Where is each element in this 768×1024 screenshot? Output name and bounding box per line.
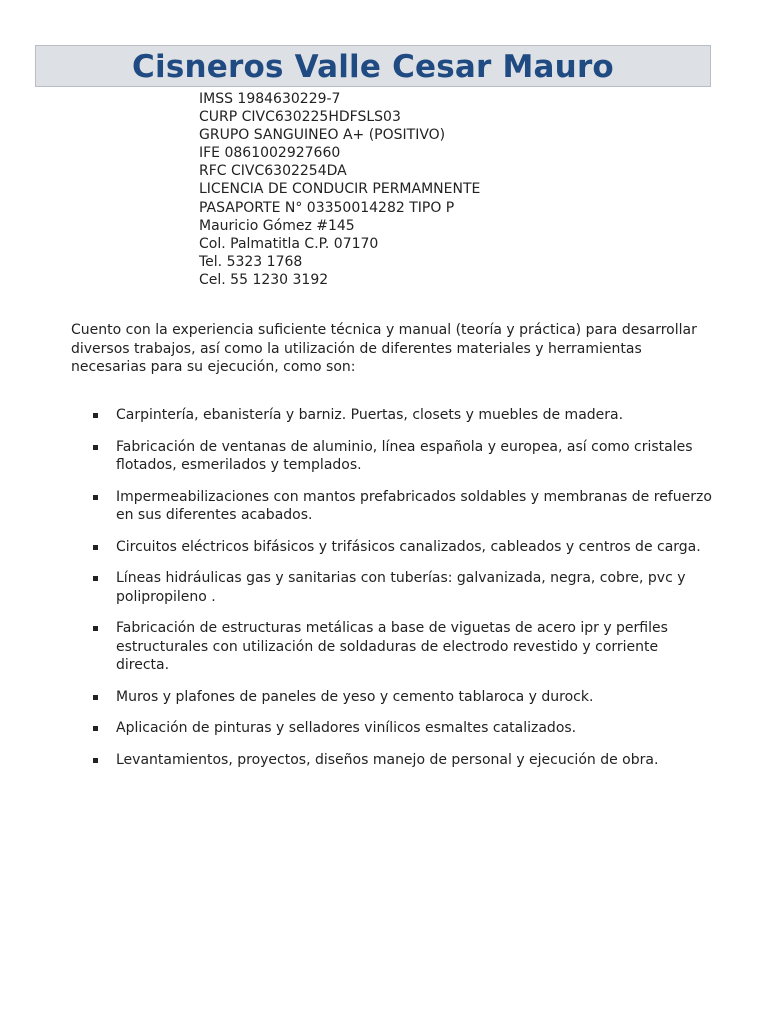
list-item bbox=[93, 688, 713, 707]
info-address-colony: Col. Palmatitla C.P. 07170 bbox=[199, 235, 379, 252]
square-bullet-icon bbox=[93, 445, 98, 450]
square-bullet-icon bbox=[93, 695, 98, 700]
list-item bbox=[93, 538, 713, 557]
square-bullet-icon bbox=[93, 726, 98, 731]
skills-list bbox=[93, 406, 713, 782]
list-item bbox=[93, 569, 713, 606]
info-imss: IMSS 1984630229-7 bbox=[199, 91, 341, 107]
info-rfc: RFC CIVC6302254DA bbox=[199, 163, 347, 180]
info-passport: PASAPORTE N° 03350014282 TIPO P bbox=[199, 199, 455, 216]
skill-text: Fabricación de ventanas de aluminio, línea española y europea, así como cristales flotados, esmerilados y templados. bbox=[116, 438, 693, 473]
list-item bbox=[93, 751, 713, 770]
personal-info-block bbox=[199, 90, 480, 289]
list-item bbox=[93, 619, 713, 675]
info-address-street: Mauricio Gómez #145 bbox=[199, 217, 355, 234]
square-bullet-icon bbox=[93, 545, 98, 550]
square-bullet-icon bbox=[93, 576, 98, 581]
name-header bbox=[35, 45, 711, 87]
info-cellphone: Cel. 55 1230 3192 bbox=[199, 271, 329, 288]
info-curp: CURP CIVC630225HDFSLS03 bbox=[199, 109, 401, 126]
list-item bbox=[93, 438, 713, 475]
intro-paragraph: Cuento con la experiencia suficiente técnica y manual (teoría y práctica) para desarrollar diversos trabajos, así como la utilización de diferentes materiales y herramientas necesarias para su ejecución, como son: bbox=[71, 322, 697, 375]
person-name: Cisneros Valle Cesar Mauro bbox=[132, 48, 614, 85]
info-ife: IFE 0861002927660 bbox=[199, 145, 341, 162]
square-bullet-icon bbox=[93, 626, 98, 631]
skill-text: Aplicación de pinturas y selladores vinílicos esmaltes catalizados. bbox=[116, 720, 577, 736]
skill-text: Levantamientos, proyectos, diseños manejo de personal y ejecución de obra. bbox=[116, 751, 659, 768]
square-bullet-icon bbox=[93, 413, 98, 418]
skill-text: Muros y plafones de paneles de yeso y cemento tablaroca y durock. bbox=[116, 688, 594, 705]
square-bullet-icon bbox=[93, 495, 98, 500]
list-item bbox=[93, 719, 713, 738]
skill-text: Fabricación de estructuras metálicas a base de viguetas de acero ipr y perfiles estructurales con utilización de soldaduras de electrodo revestido y corriente directa. bbox=[116, 620, 668, 673]
square-bullet-icon bbox=[93, 758, 98, 763]
skill-text: Líneas hidráulicas gas y sanitarias con tuberías: galvanizada, negra, cobre, pvc y polipropileno . bbox=[116, 570, 686, 605]
info-phone: Tel. 5323 1768 bbox=[199, 253, 303, 270]
skill-text: Impermeabilizaciones con mantos prefabricados soldables y membranas de refuerzo en sus diferentes acabados. bbox=[116, 488, 712, 523]
skill-text: Circuitos eléctricos bifásicos y trifásicos canalizados, cableados y centros de carga. bbox=[116, 538, 701, 555]
list-item bbox=[93, 406, 713, 425]
list-item bbox=[93, 488, 713, 525]
info-blood-type: GRUPO SANGUINEO A+ (POSITIVO) bbox=[199, 127, 446, 144]
info-license: LICENCIA DE CONDUCIR PERMAMNENTE bbox=[199, 181, 481, 198]
skill-text: Carpintería, ebanistería y barniz. Puertas, closets y muebles de madera. bbox=[116, 407, 624, 423]
